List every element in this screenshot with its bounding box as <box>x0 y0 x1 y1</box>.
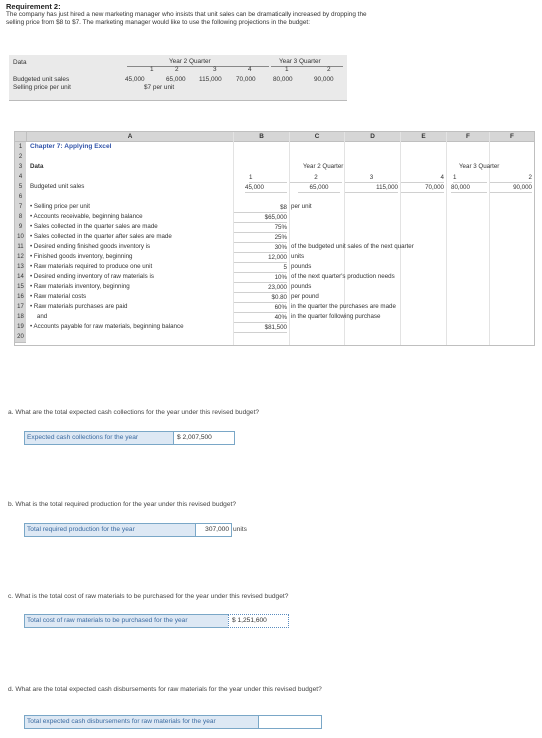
projection-value: 115,000 <box>199 76 222 83</box>
item-value[interactable]: 23,000 <box>234 283 287 293</box>
row-number[interactable]: 9 <box>15 222 26 233</box>
projection-year3-label: Year 3 Quarter <box>279 58 321 65</box>
item-value[interactable]: 30% <box>234 243 287 253</box>
item-label: • Sales collected in the quarter sales are made <box>30 223 158 230</box>
item-value[interactable]: $0.80 <box>234 293 287 303</box>
item-note: per unit <box>291 203 312 210</box>
row-number[interactable]: 11 <box>15 242 26 253</box>
projection-table <box>9 55 347 101</box>
projection-quarter: 2 <box>175 66 179 73</box>
projection-year2-label: Year 2 Quarter <box>169 58 211 65</box>
row-number[interactable]: 10 <box>15 232 26 243</box>
projection-row-label: Selling price per unit <box>13 84 71 91</box>
answer-b-unit: units <box>233 526 247 533</box>
column-header-d[interactable]: D <box>345 132 401 142</box>
item-note: in the quarter the purchases are made <box>291 303 396 310</box>
sheet-sales-value[interactable]: 65,000 <box>298 183 340 193</box>
sheet-quarter[interactable]: 4 <box>401 173 444 183</box>
answer-d-label: Total expected cash disbursements for raw materials for the year <box>27 718 216 725</box>
answer-d-input[interactable] <box>258 715 322 729</box>
sheet-sales-value[interactable]: 45,000 <box>245 183 287 193</box>
column-header-g[interactable]: F <box>490 132 534 142</box>
row-number[interactable]: 13 <box>15 262 26 273</box>
sheet-data-label: Data <box>30 163 44 170</box>
projection-price: $7 per unit <box>144 84 175 91</box>
item-value[interactable]: $81,500 <box>234 323 287 333</box>
item-value[interactable]: $65,000 <box>234 213 287 223</box>
answer-c-label-box <box>24 614 229 628</box>
sheet-quarter[interactable]: 1 <box>453 173 487 183</box>
item-label: • Accounts payable for raw materials, beginning balance <box>30 323 184 330</box>
projection-value: 70,000 <box>236 76 256 83</box>
item-note: per pound <box>291 293 319 300</box>
answer-b-label-box <box>24 523 196 537</box>
sheet-title: Chapter 7: Applying Excel <box>30 143 112 150</box>
item-label: • Accounts receivable, beginning balance <box>30 213 143 220</box>
item-value[interactable]: 5 <box>234 263 287 273</box>
sheet-quarter[interactable]: 3 <box>345 173 398 183</box>
column-header-a[interactable]: A <box>27 132 234 142</box>
item-label: • Raw materials required to produce one unit <box>30 263 153 270</box>
item-note: units <box>291 253 305 260</box>
item-note: pounds <box>291 263 312 270</box>
sheet-sales-value[interactable]: 70,000 <box>401 183 444 193</box>
item-label: • Raw materials purchases are paid <box>30 303 128 310</box>
projection-value: 90,000 <box>314 76 334 83</box>
column-header-f[interactable]: F <box>447 132 490 142</box>
answer-c-label: Total cost of raw materials to be purchased for the year <box>27 617 188 624</box>
row-number[interactable]: 17 <box>15 302 26 313</box>
row-number[interactable]: 16 <box>15 292 26 303</box>
projection-quarter: 1 <box>285 66 289 73</box>
gridline <box>289 132 290 345</box>
answer-c-input[interactable]: $ 1,251,600 <box>228 614 289 628</box>
corner-cell <box>15 132 27 142</box>
item-label: • Finished goods inventory, beginning <box>30 253 133 260</box>
answer-a-label: Expected cash collections for the year <box>27 434 139 441</box>
item-value[interactable]: $8 <box>234 203 287 213</box>
sheet-sales-value[interactable]: 80,000 <box>451 183 487 193</box>
item-value[interactable]: 60% <box>234 303 287 313</box>
row-number[interactable]: 3 <box>15 162 26 173</box>
row-number[interactable]: 5 <box>15 182 26 193</box>
projection-quarter: 1 <box>150 66 154 73</box>
column-header-c[interactable]: C <box>290 132 345 142</box>
question-b-text: b. What is the total required production for the year under this revised budget? <box>8 501 236 508</box>
projection-value: 80,000 <box>273 76 293 83</box>
answer-b-input[interactable]: 307,000 <box>195 523 232 537</box>
item-label: • Raw material costs <box>30 293 87 300</box>
row-number[interactable]: 4 <box>15 172 26 183</box>
gridline <box>400 132 401 345</box>
sheet-sales-label: Budgeted unit sales <box>30 183 85 190</box>
column-header-b[interactable]: B <box>234 132 290 142</box>
item-note: of the budgeted unit sales of the next quarter <box>291 243 414 250</box>
answer-b-label: Total required production for the year <box>27 526 135 533</box>
item-note: pounds <box>291 283 312 290</box>
item-label: • Desired ending finished goods inventory is <box>30 243 151 250</box>
sheet-year2-label: Year 2 Quarter <box>303 163 344 170</box>
question-c-text: c. What is the total cost of raw materials to be purchased for the year under this revised budget? <box>8 593 289 600</box>
sheet-year3-label: Year 3 Quarter <box>459 163 500 170</box>
projection-quarter: 4 <box>248 66 252 73</box>
item-value[interactable]: 25% <box>234 233 287 243</box>
item-label: • Selling price per unit <box>30 203 90 210</box>
sheet-quarter[interactable]: 2 <box>290 173 342 183</box>
requirement-title: Requirement 2: <box>6 2 61 11</box>
sheet-sales-value[interactable]: 90,000 <box>490 183 532 193</box>
projection-value: 65,000 <box>166 76 186 83</box>
sheet-sales-value[interactable]: 115,000 <box>345 183 398 193</box>
item-value[interactable]: 10% <box>234 273 287 283</box>
projection-quarter: 2 <box>327 66 331 73</box>
answer-a-input[interactable]: $ 2,007,500 <box>173 431 235 445</box>
sheet-quarter[interactable]: 1 <box>249 173 287 183</box>
question-a-text: a. What are the total expected cash collections for the year under this revised budget? <box>8 409 260 416</box>
item-label: • Desired ending inventory of raw materials is <box>30 273 154 280</box>
column-header-e[interactable]: E <box>401 132 447 142</box>
item-label: • Raw materials inventory, beginning <box>30 283 130 290</box>
projection-value: 45,000 <box>125 76 145 83</box>
item-note: of the next quarter's production needs <box>291 273 395 280</box>
item-value[interactable]: 75% <box>234 223 287 233</box>
item-value[interactable]: 40% <box>234 313 287 323</box>
gridline <box>446 132 447 345</box>
item-note: in the quarter following purchase <box>291 313 381 320</box>
projection-data-label: Data <box>13 59 27 66</box>
row-number[interactable]: 7 <box>15 202 26 213</box>
row-number[interactable]: 18 <box>15 312 26 323</box>
question-d-text: d. What are the total expected cash disbursements for raw materials for the year under this revised budget? <box>8 686 322 693</box>
item-label: and <box>30 313 48 320</box>
projection-row-label: Budgeted unit sales <box>13 76 70 83</box>
row-number[interactable]: 6 <box>15 192 26 203</box>
year3-underline <box>271 66 343 67</box>
item-label: • Sales collected in the quarter after sales are made <box>30 233 172 240</box>
row-number[interactable]: 12 <box>15 252 26 263</box>
projection-quarter: 3 <box>213 66 217 73</box>
sheet-quarter[interactable]: 2 <box>490 173 532 183</box>
requirement-text: The company has just hired a new marketing manager who insists that unit sales can be dramatically increased by dropping the selling price from $8 to $7. The marketing manager would like to use the following projections in the budget: <box>6 11 367 27</box>
row-number[interactable]: 19 <box>15 322 26 333</box>
row-number[interactable]: 20 <box>15 332 26 343</box>
answer-d-label-box <box>24 715 259 729</box>
spreadsheet <box>14 131 535 346</box>
row-number[interactable]: 2 <box>15 152 26 163</box>
item-value[interactable]: 12,000 <box>234 253 287 263</box>
answer-a-label-box <box>24 431 174 445</box>
row-number[interactable]: 14 <box>15 272 26 283</box>
row-number[interactable]: 8 <box>15 212 26 223</box>
row-number[interactable]: 1 <box>15 142 26 153</box>
row-number[interactable]: 15 <box>15 282 26 293</box>
